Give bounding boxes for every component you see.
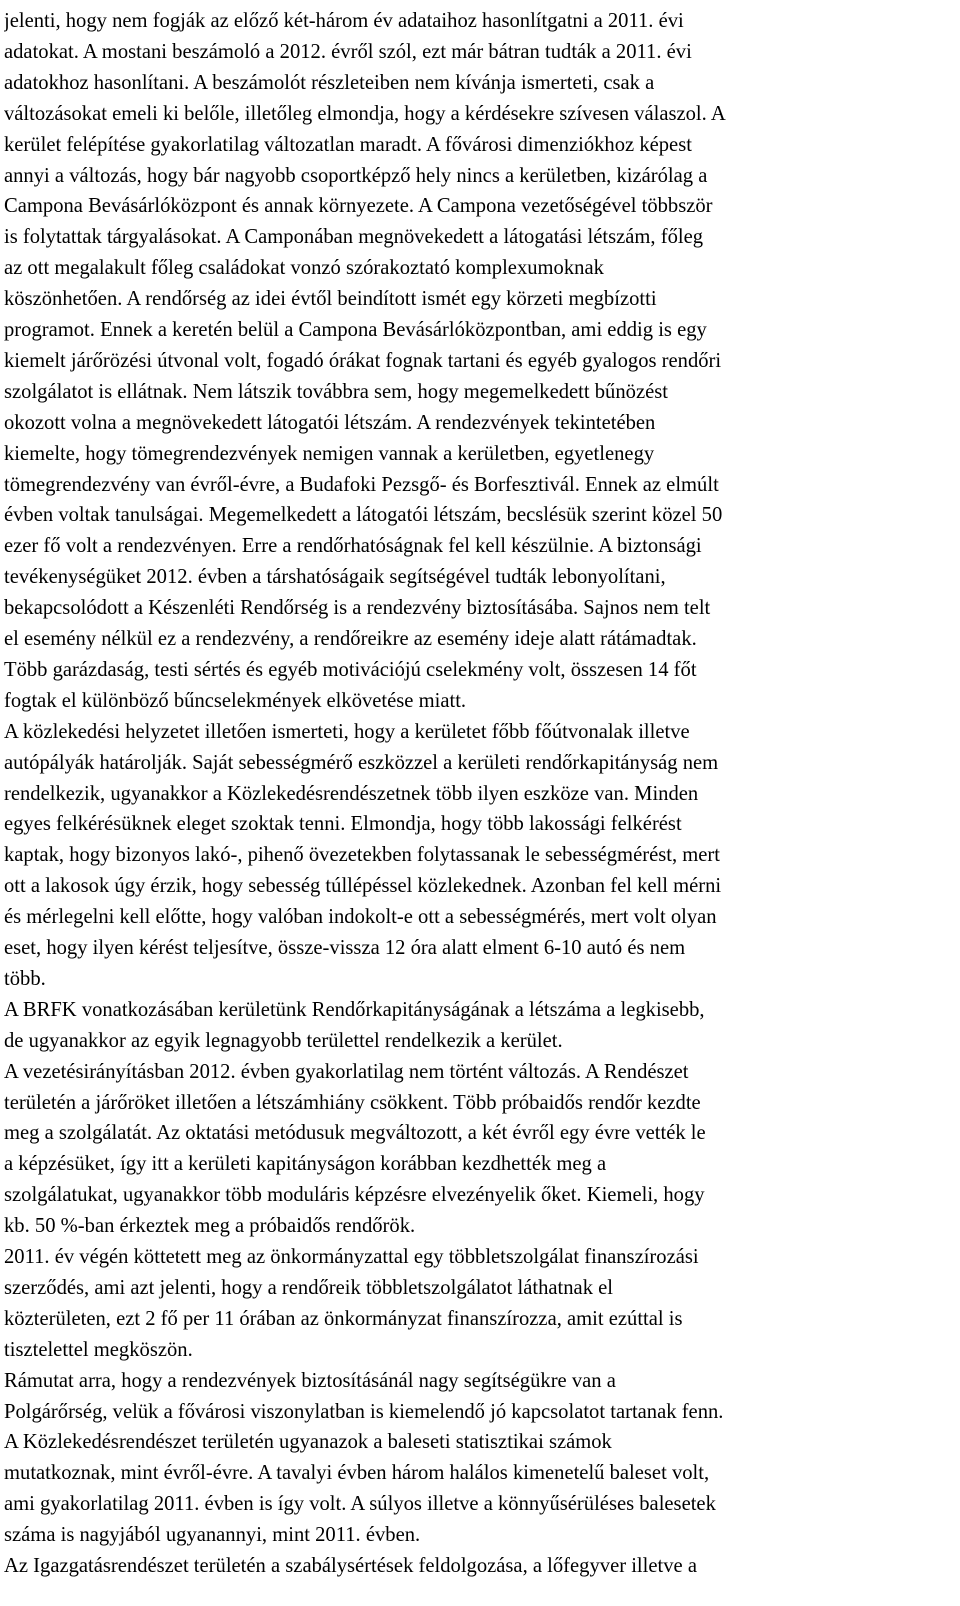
text-line: el esemény nélkül ez a rendezvény, a rendőreikre az esemény ideje alatt rátámadtak. — [4, 628, 697, 650]
text-line: tevékenységüket 2012. évben a társhatóságaik segítségével tudták lebonyolítani, — [4, 566, 666, 589]
text-line: Campona Bevásárlóközpont és annak környezete. A Campona vezetőségével többször — [4, 195, 713, 218]
text-line: egyes felkérésüknek eleget szoktak tenni. Elmondja, hogy több lakossági felkérést — [4, 813, 682, 836]
text-line: autópályák határolják. Saját sebességmérő eszközzel a kerületi rendőrkapitányság nem — [4, 751, 719, 774]
text-line: kaptak, hogy bizonyos lakó-, pihenő övezetekben folytassanak le sebességmérést, mert — [4, 844, 720, 867]
text-line: Rámutat arra, hogy a rendezvények biztosításánál nagy segítségükre van a — [4, 1369, 616, 1392]
text-line: mutatkoznak, mint évről-évre. A tavalyi évben három halálos kimenetelű baleset volt, — [4, 1462, 710, 1485]
text-line: annyi a változás, hogy bár nagyobb csoportképző hely nincs a kerületben, kizárólag a — [4, 164, 708, 187]
text-line: változásokat emeli ki belőle, illetőleg elmondja, hogy a kérdésekre szívesen válaszol. A — [4, 102, 726, 125]
text-line: száma is nagyjából ugyanannyi, mint 2011. évben. — [4, 1524, 421, 1547]
text-line: tömegrendezvény van évről-évre, a Budafoki Pezsgő- és Borfesztivál. Ennek az elmúlt — [4, 473, 719, 496]
text-line: évben voltak tanulságai. Megemelkedett a látogatói létszám, becslésük szerint közel 50 — [4, 504, 723, 527]
text-line: fogtak el különböző bűncselekmények elkövetése miatt. — [4, 689, 467, 712]
text-line: okozott volna a megnövekedett látogatói létszám. A rendezvények tekintetében — [4, 411, 656, 434]
text-line: Az Igazgatásrendészet területén a szabálysértések feldolgozása, a lőfegyver illetve a — [4, 1555, 697, 1577]
text-line: tisztelettel megköszön. — [4, 1338, 193, 1361]
text-line: A Közlekedésrendészet területén ugyanazok a baleseti statisztikai számok — [4, 1431, 612, 1454]
text-line: 2011. év végén köttetett meg az önkormányzattal egy többletszolgálat finanszírozási — [4, 1246, 699, 1268]
text-line: kb. 50 %-ban érkeztek meg a próbaidős rendőrök. — [4, 1215, 416, 1238]
text-line: kiemelt járőrözési útvonal volt, fogadó órákat fognak tartani és egyéb gyalogos rendőri — [4, 349, 722, 372]
text-line: a képzésüket, így itt a kerületi kapitányságon korábban kezdhették meg a — [4, 1153, 607, 1176]
document-page — [4, 0, 944, 1606]
text-line: Polgárőrség, velük a fővárosi viszonylatban is kiemelendő jó kapcsolatot tartanak fenn. — [4, 1400, 724, 1423]
text-line: programot. Ennek a keretén belül a Campona Bevásárlóközpontban, ami eddig is egy — [4, 319, 707, 341]
text-line: A BRFK vonatkozásában kerületünk Rendőrkapitányságának a létszáma a legkisebb, — [4, 998, 705, 1021]
text-line: adatokat. A mostani beszámoló a 2012. évről szól, ezt már bátran tudták a 2011. évi — [4, 40, 692, 63]
text-line: A vezetésirányításban 2012. évben gyakorlatilag nem történt változás. A Rendészet — [4, 1060, 689, 1083]
text-line: meg a szolgálatát. Az oktatási metódusuk megváltozott, a két évről egy évre vették le — [4, 1122, 706, 1145]
text-line: bekapcsolódott a Készenléti Rendőrség is a rendezvény biztosításába. Sajnos nem telt — [4, 597, 711, 620]
text-line: köszönhetően. A rendőrség az idei évtől beindított ismét egy körzeti megbízotti — [4, 288, 657, 311]
text-line: adatokhoz hasonlítani. A beszámolót részleteiben nem kívánja ismerteti, csak a — [4, 71, 655, 94]
text-line: kerület felépítése gyakorlatilag változatlan maradt. A fővárosi dimenziókhoz képest — [4, 133, 692, 156]
text-line: ezer fő volt a rendezvényen. Erre a rendőrhatóságnak fel kell készülnie. A biztonsági — [4, 535, 702, 558]
text-line: az ott megalakult főleg családokat vonzó szórakoztató komplexumoknak — [4, 257, 604, 280]
text-line: jelenti, hogy nem fogják az előző két-három év adataihoz hasonlítgatni a 2011. évi — [4, 10, 684, 32]
text-line: de ugyanakkor az egyik legnagyobb területtel rendelkezik a kerület. — [4, 1029, 563, 1052]
text-line: kiemelte, hogy tömegrendezvények nemigen vannak a kerületben, egyetlenegy — [4, 442, 655, 465]
text-line: ott a lakosok úgy érzik, hogy sebesség túllépéssel közlekednek. Azonban fel kell mérni — [4, 875, 722, 898]
text-line: szolgálatukat, ugyanakkor több moduláris képzésre elvezényelik őket. Kiemeli, hogy — [4, 1184, 705, 1207]
text-line: szolgálatot is ellátnak. Nem látszik továbbra sem, hogy megemelkedett bűnözést — [4, 380, 668, 403]
text-line: területén a járőröket illetően a létszámhiány csökkent. Több próbaidős rendőr kezdte — [4, 1091, 701, 1114]
text-line: ami gyakorlatilag 2011. évben is így volt. A súlyos illetve a könnyűsérüléses balesetek — [4, 1493, 716, 1516]
text-line: és mérlegelni kell előtte, hogy valóban indokolt-e ott a sebességmérés, mert volt olyan — [4, 906, 717, 929]
text-line: eset, hogy ilyen kérést teljesítve, össze-vissza 12 óra alatt elment 6-10 autó és nem — [4, 937, 686, 959]
text-line: több. — [4, 967, 46, 990]
text-line: A közlekedési helyzetet illetően ismerteti, hogy a kerületet főbb főútvonalak illetve — [4, 720, 690, 743]
text-line: szerződés, ami azt jelenti, hogy a rendőreik többletszolgálatot láthatnak el — [4, 1276, 614, 1299]
text-line: Több garázdaság, testi sértés és egyéb motivációjú cselekmény volt, összesen 14 főt — [4, 658, 697, 681]
text-line: rendelkezik, ugyanakkor a Közlekedésrendészetnek több ilyen eszköze van. Minden — [4, 782, 699, 805]
text-line: közterületen, ezt 2 fő per 11 órában az önkormányzat finanszírozza, amit ezúttal is — [4, 1307, 683, 1330]
text-line: is folytattak tárgyalásokat. A Camponában megnövekedett a látogatási létszám, főleg — [4, 226, 704, 249]
